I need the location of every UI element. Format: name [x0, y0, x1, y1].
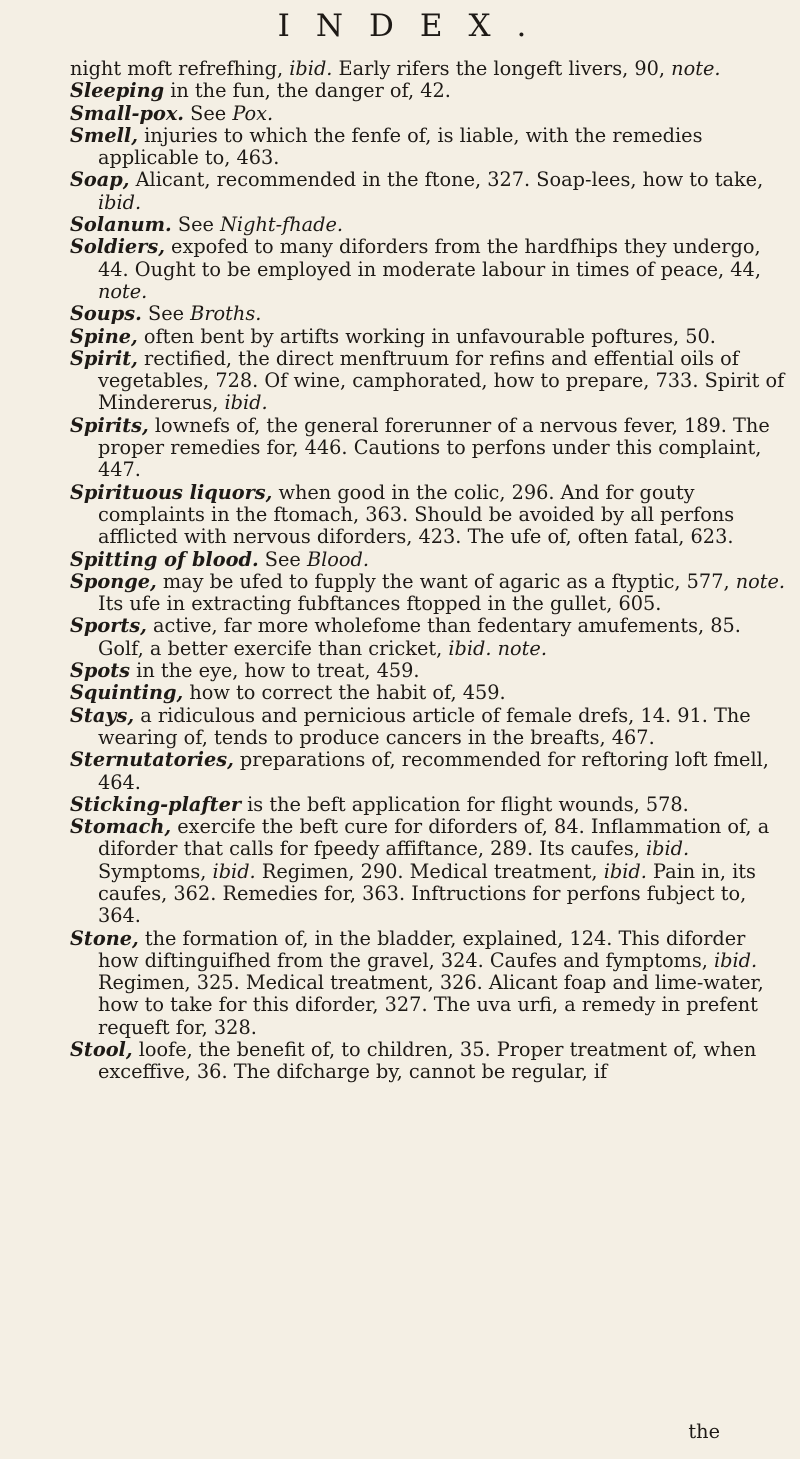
entry-headword: Spirituous liquors,	[70, 480, 273, 504]
entry-headword: Sticking-plafter	[70, 792, 242, 816]
entry-headword: Soldiers,	[70, 235, 165, 259]
entry-reference-italic: ibid.	[714, 948, 758, 972]
catchword-wrap	[70, 1420, 790, 1443]
index-entry	[70, 169, 790, 214]
entry-headword: Stool,	[70, 1038, 133, 1062]
entry-headword: Sports,	[70, 614, 147, 638]
entry-text: Alicant, recommended in the ftone, 327. Soap-lees, how to take,	[129, 168, 764, 192]
entry-text: Symptoms,	[98, 859, 213, 883]
entry-text: loofe, the benefit of, to children, 35. Proper treatment of, when exceffive, 36. The difcharge by, cannot be regular, if	[98, 1038, 757, 1084]
entry-text: Its ufe in extracting fubftances ftopped in the gullet, 605.	[98, 592, 662, 616]
entry-headword: Sleeping	[70, 79, 165, 103]
entry-headword: Squinting,	[70, 681, 184, 705]
entry-reference-italic: Pox.	[232, 101, 274, 125]
entry-text: lownefs of, the general forerunner of a nervous fever, 189. The proper remedies for, 446. Cautions to perfons under this complaint, 447.	[98, 413, 770, 482]
entry-headword: Spirits,	[70, 413, 149, 437]
entry-headword: Spirit,	[70, 346, 138, 370]
entry-text: a ridiculous and pernicious article of female drefs, 14. 91. The wearing of, tends to produce cancers in the breafts, 467.	[98, 703, 751, 749]
index-entry	[70, 103, 790, 125]
entry-text: how to correct the habit of, 459.	[183, 681, 506, 705]
index-entry	[70, 214, 790, 236]
index-entry	[70, 348, 790, 415]
index-entry	[70, 58, 790, 80]
index-entry	[70, 80, 790, 102]
entry-text: See	[171, 213, 221, 237]
entry-headword: Sternutatories,	[70, 748, 234, 772]
entry-text: Pain in, its caufes, 362. Remedies for, 363. Inftructions for perfons fubject to, 364.	[98, 859, 756, 928]
entry-headword: Stone,	[70, 926, 139, 950]
catchword: the	[688, 1420, 720, 1443]
index-entry	[70, 682, 790, 704]
entry-text: exercife the beft cure for diforders of, 84. Inflammation of, a diforder that calls for fpeedy affiftance, 289. Its caufes,	[98, 815, 770, 861]
entry-reference-italic: ibid.	[98, 190, 142, 214]
entry-text: when good in the colic, 296. And for gouty complaints in the ftomach, 363. Should be avoided by all perfons afflicted with nervous diforders, 423. The ufe of, often fatal, 623.	[98, 480, 735, 549]
index-entry	[70, 705, 790, 750]
entry-text: the formation of, in the bladder, explained, 124. This diforder how diftinguifhed from the gravel, 324. Caufes and fymptoms,	[98, 926, 746, 972]
entry-headword: Soups.	[70, 302, 142, 326]
index-entry	[70, 125, 790, 170]
index-entry	[70, 928, 790, 1039]
entry-text: often bent by artifts working in unfavourable poftures, 50.	[137, 324, 716, 348]
entry-reference-italic: ibid.	[603, 859, 647, 883]
page-header: INDEX.	[277, 8, 553, 44]
index-entries	[70, 58, 790, 1084]
entry-headword: Spots	[70, 659, 131, 683]
entry-headword: Stomach,	[70, 815, 172, 839]
index-entry	[70, 749, 790, 794]
index-entry	[70, 571, 790, 616]
entry-text: night moft refrefhing,	[70, 57, 290, 80]
index-entry	[70, 482, 790, 549]
entry-reference-italic: Broths.	[190, 302, 262, 326]
index-entry	[70, 794, 790, 816]
entry-headword: Sponge,	[70, 569, 157, 593]
entry-headword: Smell,	[70, 123, 138, 147]
entry-reference-italic: ibid.	[289, 57, 333, 80]
entry-headword: Soap,	[70, 168, 130, 192]
index-entry	[70, 236, 790, 303]
entry-reference-italic: note.	[671, 57, 721, 80]
index-entry	[70, 816, 790, 927]
entry-text: See	[141, 302, 191, 326]
entry-text: may be ufed to fupply the want of agaric as a ftyptic, 577,	[156, 569, 736, 593]
entry-text: Regimen, 325. Medical treatment, 326. Alicant foap and lime-water, how to take for this diforder, 327. The uva urfi, a remedy in prefent requeft for, 328.	[98, 971, 764, 1039]
entry-text: See	[258, 547, 307, 571]
entry-text: Early rifers the longeft livers, 90,	[332, 57, 672, 80]
entry-reference-italic: Night-fhade.	[220, 213, 344, 237]
index-entry	[70, 415, 790, 482]
entry-text: in the fun, the danger of, 42.	[164, 79, 451, 103]
entry-text: in the eye, how to treat, 459.	[130, 659, 420, 683]
entry-headword: Solanum.	[70, 213, 172, 237]
entry-reference-italic: ibid.	[646, 837, 690, 861]
entry-reference-italic: Blood.	[306, 547, 369, 571]
entry-reference-italic: note.	[735, 569, 786, 593]
entry-headword: Spitting of blood.	[70, 547, 259, 571]
index-entry	[70, 1039, 790, 1084]
index-entry	[70, 303, 790, 325]
index-entry	[70, 326, 790, 348]
entry-text: See	[184, 101, 233, 125]
entry-headword: Spine,	[70, 324, 138, 348]
entry-headword: Stays,	[70, 703, 135, 727]
index-entry	[70, 549, 790, 571]
entry-text: rectified, the direct menftruum for refins and effential oils of vegetables, 728. Of wine, camphorated, how to prepare, 733. Spirit of Mindererus,	[98, 346, 785, 415]
entry-reference-italic: ibid.	[224, 391, 268, 415]
entry-reference-italic: note.	[98, 279, 148, 303]
index-entry	[70, 615, 790, 660]
entry-text: Regimen, 290. Medical treatment,	[255, 859, 604, 883]
index-entry	[70, 660, 790, 682]
entry-text: expofed to many diforders from the hardfhips they undergo, 44. Ought to be employed in moderate labour in times of peace, 44,	[98, 235, 761, 281]
entry-headword: Small-pox.	[70, 101, 185, 125]
entry-text: active, far more wholefome than fedentary amufements, 85. Golf, a better exercife than cricket,	[98, 614, 741, 660]
entry-text: preparations of, recommended for reftoring loft fmell, 464.	[98, 748, 769, 794]
entry-text: is the beft application for flight wounds, 578.	[241, 792, 689, 816]
entry-reference-italic: ibid.	[212, 859, 256, 883]
entry-reference-italic: ibid. note.	[448, 636, 547, 660]
entry-text: injuries to which the fenfe of, is liable, with the remedies applicable to, 463.	[98, 123, 703, 170]
